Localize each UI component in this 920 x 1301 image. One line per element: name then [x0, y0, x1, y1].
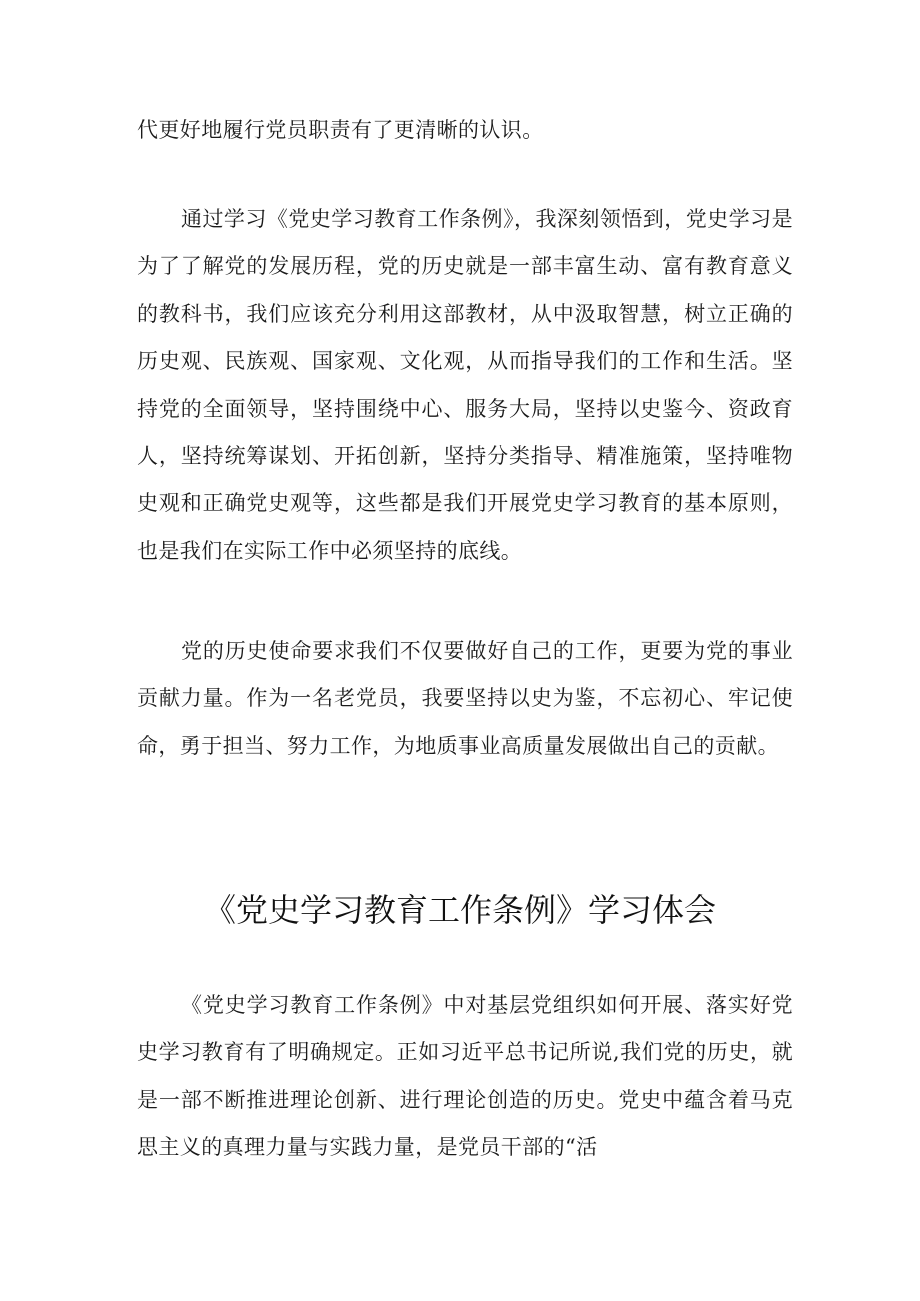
body-paragraph-2: 党的历史使命要求我们不仅要做好自己的工作，更要为党的事业贡献力量。作为一名老党员，我要坚持以史为鉴，不忘初心、牢记使命，勇于担当、努力工作，为地质事业高质量发展做出自己的贡献。 — [137, 639, 793, 758]
body-paragraph-3: 《党史学习教育工作条例》中对基层党组织如何开展、落实好党史学习教育有了明确规定。正如习近平总书记所说,我们党的历史，就是一部不断推进理论创新、进行理论创造的历史。党史中蕴含着马克思主义的真理力量与实践力量，是党员干部的“活 — [137, 993, 793, 1160]
body-paragraph-1: 通过学习《党史学习教育工作条例》，我深刻领悟到，党史学习是为了了解党的发展历程，党的历史就是一部丰富生动、富有教育意义的教科书，我们应该充分利用这部教材，从中汲取智慧，树立正确的历史观、民族观、国家观、文化观，从而指导我们的工作和生活。坚持党的全面领导，坚持围绕中心、服务大局，坚持以史鉴今、资政育人，坚持统筹谋划、开拓创新，坚持分类指导、精准施策，坚持唯物史观和正确党史观等，这些都是我们开展党史学习教育的基本原则，也是我们在实际工作中必须坚持的底线。 — [137, 207, 793, 563]
carryover-paragraph: 代更好地履行党员职责有了更清晰的认识。 — [137, 118, 544, 142]
section-title: 《党史学习教育工作条例》学习体会 — [203, 891, 716, 929]
